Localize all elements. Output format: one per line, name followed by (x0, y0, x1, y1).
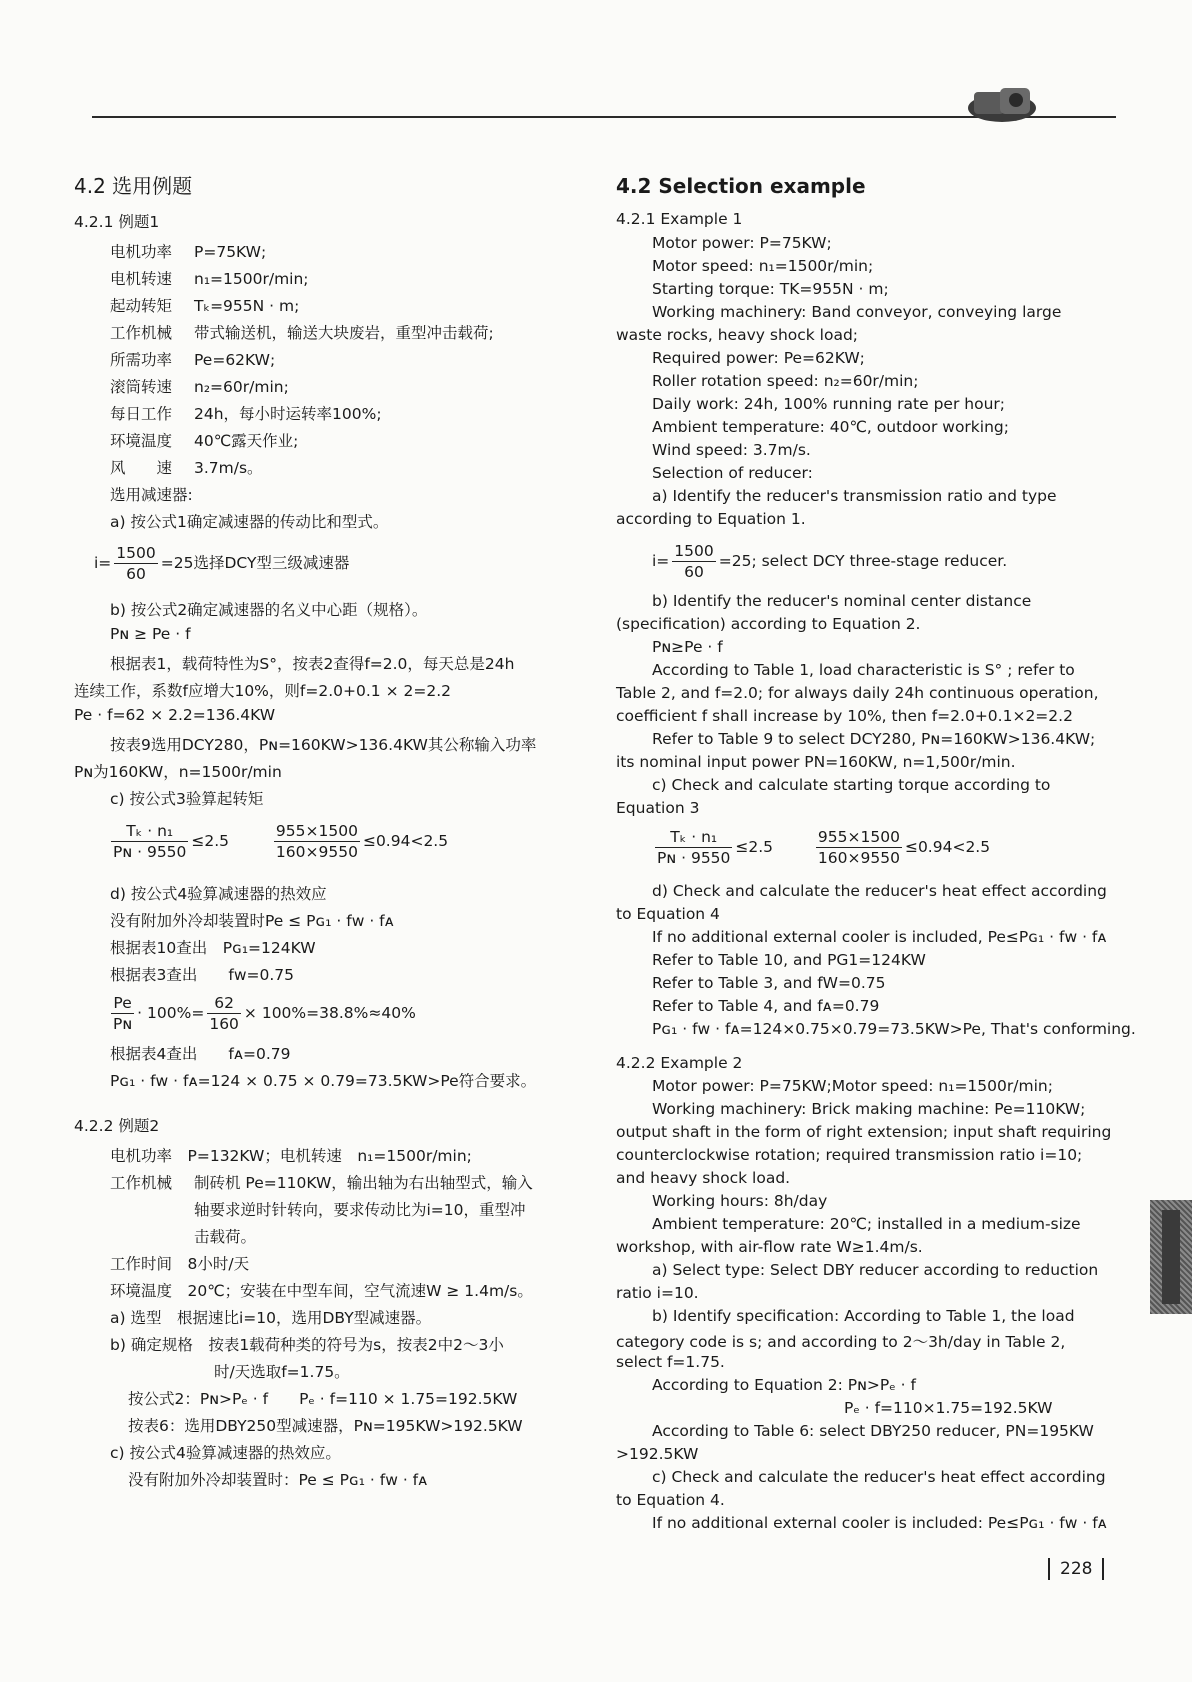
paragraph-line: Required power: Pe=62KW; (652, 349, 865, 367)
paragraph-line: and heavy shock load. (616, 1169, 791, 1187)
paragraph-line: b) 确定规格 按表1载荷种类的符号为s，按表2中2～3小 (110, 1336, 504, 1354)
paragraph-line: If no additional external cooler is included: Pe≤Pɢ₁ · fᴡ · fᴀ (652, 1514, 1107, 1532)
paragraph-line: b) Identify the reducer's nominal center distance (652, 592, 1032, 610)
paragraph-line: select f=1.75. (616, 1353, 725, 1371)
paragraph-line: output shaft in the form of right extension; input shaft requiring (616, 1123, 1112, 1141)
paragraph-line: d) Check and calculate the reducer's heat effect according (652, 882, 1107, 900)
paragraph-line: coefficient f shall increase by 10%, then f=2.0+0.1×2=2.2 (616, 707, 1073, 725)
paragraph-line: Pɴ为160KW，n=1500r/min (74, 763, 282, 781)
equation-4-zh: $\frac{Pe}{\text{Pɴ}}$ · 100%= $\frac{62}{160}$ × 100%=38.8%≈40% (113, 994, 416, 1033)
paragraph-line: 没有附加外冷却装置时Pe ≤ Pɢ₁ · fᴡ · fᴀ (110, 912, 394, 930)
paragraph-line: Working hours: 8h/day (652, 1192, 828, 1210)
paragraph-line: If no additional external cooler is included, Pe≤Pɢ₁ · fᴡ · fᴀ (652, 928, 1107, 946)
paragraph-line: 工作时间 8小时/天 (110, 1255, 250, 1273)
paragraph-line: Refer to Table 9 to select DCY280, Pɴ=160KW>136.4KW; (652, 730, 1096, 748)
paragraph-line: 工作机械 制砖机 Pe=110KW，输出轴为右出轴型式，输入 (110, 1174, 533, 1192)
section-heading-zh: 4.2 选用例题 (74, 174, 193, 198)
step-b-zh: b) 按公式2确定减速器的名义中心距（规格）。 (110, 601, 428, 619)
param-row: 环境温度 40℃露天作业; (110, 432, 299, 450)
paragraph-line: Pe · f=62 × 2.2=136.4KW (74, 706, 276, 724)
paragraph-line: Table 2, and f=2.0; for always daily 24h continuous operation, (616, 684, 1099, 702)
step-d-zh: d) 按公式4验算减速器的热效应 (110, 885, 327, 903)
param-row: 每日工作 24h，每小时运转率100%; (110, 405, 382, 423)
paragraph-line: ratio i=10. (616, 1284, 699, 1302)
paragraph-line: Refer to Table 10, and PG1=124KW (652, 951, 926, 969)
reducer-logo-icon (966, 82, 1038, 124)
paragraph-line: Selection of reducer: (652, 464, 813, 482)
selection-label-zh: 选用减速器: (110, 486, 193, 504)
paragraph-line: Pɢ₁ · fᴡ · fᴀ=124 × 0.75 × 0.79=73.5KW>Pe符合要求。 (110, 1072, 537, 1090)
paragraph-line: According to Table 1, load characteristic is S° ; refer to (652, 661, 1075, 679)
paragraph-line: b) Identify specification: According to Table 1, the load (652, 1307, 1075, 1325)
paragraph-line: 连续工作，系数f应增大10%，则f=2.0+0.1 × 2=2.2 (74, 682, 451, 700)
paragraph-line: to Equation 4. (616, 1491, 725, 1509)
page-number: 228 (1038, 1558, 1114, 1580)
paragraph-line: according to Equation 1. (616, 510, 806, 528)
paragraph-line: According to Table 6: select DBY250 reducer, PN=195KW (652, 1422, 1094, 1440)
paragraph-line: 根据表10查出 Pɢ₁=124KW (110, 939, 316, 957)
paragraph-line: Motor power: P=75KW; (652, 234, 832, 252)
equation-2-zh: Pɴ ≥ Pe · f (110, 625, 191, 643)
paragraph-line: a) Identify the reducer's transmission ratio and type (652, 487, 1057, 505)
paragraph-line: (specification) according to Equation 2. (616, 615, 921, 633)
step-a-zh: a) 按公式1确定减速器的传动比和型式。 (110, 513, 389, 531)
paragraph-line: its nominal input power PN=160KW, n=1,500r/min. (616, 753, 1016, 771)
side-section-tab (1150, 1200, 1192, 1314)
paragraph-line: 根据表1，载荷特性为S°，按表2查得f=2.0，每天总是24h (110, 655, 515, 673)
paragraph-line: 根据表3查出 fᴡ=0.75 (110, 966, 294, 984)
paragraph-line: Working machinery: Brick making machine: Pe=110KW; (652, 1100, 1086, 1118)
example2-title-zh: 4.2.2 例题2 (74, 1117, 160, 1135)
paragraph-line: >192.5KW (616, 1445, 699, 1463)
paragraph-line: Pɴ≥Pe · f (652, 638, 723, 656)
example1-title-zh: 4.2.1 例题1 (74, 213, 160, 231)
paragraph-line: Daily work: 24h, 100% running rate per hour; (652, 395, 1005, 413)
paragraph-line: Motor speed: n₁=1500r/min; (652, 257, 874, 275)
paragraph-line: to Equation 4 (616, 905, 720, 923)
example2-title-en: 4.2.2 Example 2 (616, 1054, 743, 1072)
paragraph-line: c) Check and calculate the reducer's heat effect according (652, 1468, 1106, 1486)
paragraph-line: c) 按公式4验算减速器的热效应。 (110, 1444, 341, 1462)
paragraph-line: workshop, with air-flow rate W≥1.4m/s. (616, 1238, 923, 1256)
equation-1-en: i= $\frac{1500}{60}$ =25; select DCY three-stage reducer. (652, 542, 1008, 581)
paragraph-line: Pɢ₁ · fᴡ · fᴀ=124×0.75×0.79=73.5KW>Pe, That's conforming. (652, 1020, 1136, 1038)
paragraph-line: Working machinery: Band conveyor, conveying large (652, 303, 1062, 321)
paragraph-line: 没有附加外冷却装置时：Pe ≤ Pɢ₁ · fᴡ · fᴀ (128, 1471, 428, 1489)
paragraph-line: 按表6：选用DBY250型减速器，Pɴ=195KW>192.5KW (128, 1417, 523, 1435)
paragraph-line: waste rocks, heavy shock load; (616, 326, 859, 344)
param-row: 电机功率 P=75KW; (110, 243, 267, 261)
paragraph-line: category code is s; and according to 2～3h/day in Table 2, (616, 1333, 1066, 1351)
param-row: 电机转速 n₁=1500r/min; (110, 270, 309, 288)
paragraph-line: According to Equation 2: Pɴ>Pₑ · f (652, 1376, 916, 1394)
paragraph-line: 环境温度 20℃；安装在中型车间，空气流速W ≥ 1.4m/s。 (110, 1282, 533, 1300)
paragraph-line: Refer to Table 3, and fW=0.75 (652, 974, 886, 992)
paragraph-line: 电机功率 P=132KW；电机转速 n₁=1500r/min; (110, 1147, 472, 1165)
paragraph-line: 轴要求逆时针转向，要求传动比为i=10，重型冲 (194, 1201, 526, 1219)
param-row: 起动转矩 Tₖ=955N · m; (110, 297, 300, 315)
paragraph-line: a) Select type: Select DBY reducer according to reduction (652, 1261, 1099, 1279)
param-row: 所需功率 Pe=62KW; (110, 351, 276, 369)
paragraph-line: 按公式2：Pɴ>Pₑ · f Pₑ · f=110 × 1.75=192.5KW (128, 1390, 518, 1408)
step-c-zh: c) 按公式3验算起转矩 (110, 790, 264, 808)
paragraph-line: Wind speed: 3.7m/s. (652, 441, 811, 459)
param-row: 风 速 3.7m/s。 (110, 459, 263, 477)
paragraph-line: Starting torque: TK=955N · m; (652, 280, 889, 298)
param-row: 工作机械 带式输送机，输送大块废岩，重型冲击载荷; (110, 324, 494, 342)
paragraph-line: 时/天选取f=1.75。 (214, 1363, 350, 1381)
paragraph-line: Roller rotation speed: n₂=60r/min; (652, 372, 919, 390)
paragraph-line: Motor power: P=75KW;Motor speed: n₁=1500r/min; (652, 1077, 1053, 1095)
paragraph-line: 按表9选用DCY280，Pɴ=160KW>136.4KW其公称输入功率 (110, 736, 537, 754)
paragraph-line: counterclockwise rotation; required transmission ratio i=10; (616, 1146, 1083, 1164)
paragraph-line: Ambient temperature: 20℃; installed in a medium-size (652, 1215, 1081, 1233)
paragraph-line: 根据表4查出 fᴀ=0.79 (110, 1045, 291, 1063)
equation-3-en: $\frac{\text{Tₖ · n₁}}{\text{Pɴ · 9550}}$ ≤2.5 $\frac{955\times 1500}{160\times 9550}$ ≤0.94<2.5 (657, 828, 991, 867)
paragraph-line: 击载荷。 (194, 1228, 257, 1246)
paragraph-line: Refer to Table 4, and fᴀ=0.79 (652, 997, 880, 1015)
section-heading-en: 4.2 Selection example (616, 174, 866, 198)
equation-1-zh: i= $\frac{1500}{60}$ =25选择DCY型三级减速器 (94, 544, 350, 583)
paragraph-line: Ambient temperature: 40℃, outdoor working; (652, 418, 1009, 436)
param-row: 滚筒转速 n₂=60r/min; (110, 378, 289, 396)
paragraph-line: Pₑ · f=110×1.75=192.5KW (844, 1399, 1053, 1417)
example1-title-en: 4.2.1 Example 1 (616, 210, 743, 228)
paragraph-line: Equation 3 (616, 799, 700, 817)
equation-3-zh: $\frac{\text{Tₖ · n₁}}{\text{Pɴ · 9550}}$ ≤2.5 $\frac{955\times 1500}{160\times 9550}$ ≤0.94<2.5 (113, 822, 449, 861)
paragraph-line: a) 选型 根据速比i=10，选用DBY型减速器。 (110, 1309, 432, 1327)
header-rule (92, 116, 1116, 118)
paragraph-line: c) Check and calculate starting torque according to (652, 776, 1051, 794)
